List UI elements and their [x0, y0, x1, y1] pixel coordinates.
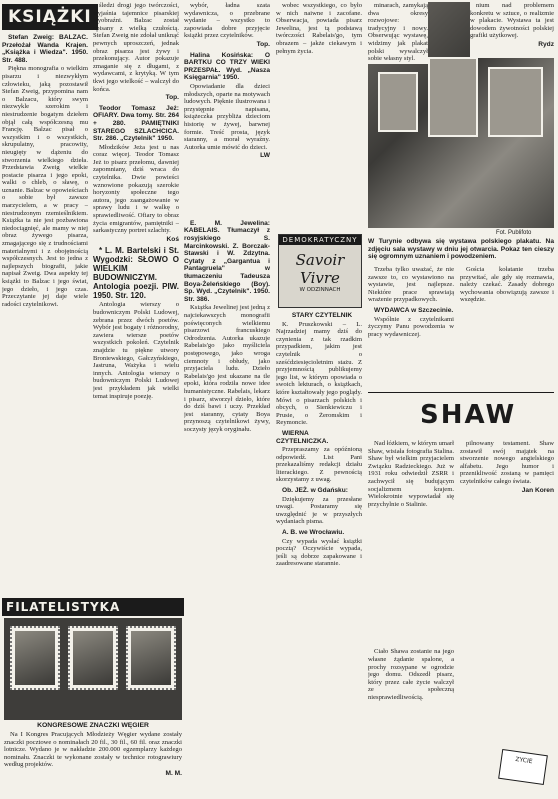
book-heading-jez: Teodor Tomasz Jeż: OFIARY. Dwa tomy. Str. 264 + 280. PAMIĘTNIKI STAREGO SZLACHCICA. Str. 286. „Czytelnik" 1950. [93, 104, 179, 143]
column-2 [93, 2, 179, 596]
book-heading-kosinska: Halina Kosińska: O BARTKU CO TRZY WIEKI PRZESPAŁ. Wyd. „Nasza Księgarnia" 1950. [184, 51, 270, 82]
signature: Koś [166, 235, 179, 243]
shaw-column-2 [460, 440, 554, 740]
divider [368, 392, 554, 393]
column-6-mid [460, 266, 554, 386]
letter-reply: K. Pruszkowski – L. Najrzadziej mamy dziś do czynienia z tak rzadkim przypadkiem, jakim jest czytelnik o sześćdziesięcioletnim stażu. Z przyjemnością publikujemy jego list, w którym opowiada o swoich lekturach, o książkach, które kształtowały jego poglądy. Mówi o pisarzach polskich i obcych, o Sienkiewiczu i Prusie, o Żeromskim i Reymoncie. [276, 320, 362, 427]
poster-subtitle: W ODZINNACH [299, 287, 341, 293]
article-body: minarach, zamykają dwa okresy rozwojowe: tradycyjny i nowy. Obserwując wystawę, widzimy jak plakat polski wywalczył sobie własny styl. [368, 2, 428, 63]
letters-heading: WIERNA CZYTELNICZKA. [276, 429, 329, 445]
poster-top-text: DEMOKRATYCZNY [279, 235, 361, 245]
section-title: KSIĄŻKI [2, 4, 98, 30]
signature: Rydz [538, 40, 554, 48]
column-3 [184, 2, 270, 796]
book-heading-balzac: Stefan Zweig: BALZAC. Przełożał Wanda Krajen. „Książka i Wiedza". 1950. Str. 488. [2, 34, 88, 64]
shaw-title: SHAW [420, 400, 517, 430]
article-body: Młodzików Jeża jest u nas coraz więcej. Teodor Tomasz Jeż to pisarz przełomu, dawniej zapomniany, dziś wraca do czytelnika. Dwie powieści wznowione pokazują szerokie horyzonty społeczne tego autora, jego zaangażowanie w sprawy ludu i w walkę o sprawiedliwość. Ofiary to obraz życia emigrantów, pamiętniki – sarkastyczny portret szlachty. [93, 143, 179, 235]
stamp [68, 626, 118, 690]
article-body: Ciało Shawa zostanie na jego własne żądanie spalone, a prochy rozsypane w ogrodzie jego domu. Odszedł pisarz, który przez całe życie walczył ze społeczną niesprawiedliwością. [368, 648, 454, 701]
filatelistyka-header: FILATELISTYKA [2, 598, 184, 616]
signature: Top. [256, 40, 270, 48]
column-5-top [368, 2, 428, 64]
signature: M. M. [165, 769, 182, 777]
poster-title: Savoir Vivre [295, 251, 345, 287]
article-body: Nad łóżkiem, w którym umarł Shaw, wisiała fotografia Stalina. Shaw był wielkim przyjacielem Związku Radzieckiego. Już w 1931 roku odwiedził ZSRR i zachwycił się budującym socjalizmem krajem. Wielokrotnie wypowiadał się przychylnie o Stalinie. [368, 440, 454, 508]
book-heading-antologia: * L. M. Bartelski i St. Wygodzki: SŁOWO O WIELKIM BUDOWNICZYM. Antologia poezji. PIW. 1950. Str. 120. [93, 246, 179, 301]
article-body: Na I Kongres Pracujących Młodzieży Węgier wydane zostały znaczki pocztowe o nominałach 20 fil., 30 fil., 60 fil. oraz znaczki lotnicze. Wydano je w nakładzie 200.000 egzemplarzy każdego nominału. Znaczki te wykonane zostały w technice rotograwiury według projektów. [4, 731, 182, 769]
photo-caption: W Turynie odbywa się wystawa polskiego plakatu. Na zdjęciu sala wystawy w dniu jej otwarcia. Pokaz ten cieszy się ogromnym uznaniem i powodzeniem. [368, 238, 554, 261]
article-body: nium nad problemem konkretu w sztuce, o realizmie w plakacie. Wystawa ta jest dowodem żywotności polskiej grafiki użytkowej. [470, 2, 554, 40]
signature: Top. [165, 94, 179, 102]
letters-heading: Ob. JEŻ. w Gdańsku: [282, 487, 348, 495]
article-body: śledzi drogi jego twórczości, wyjaśnia tajemnice pisarskiej wyobraźni. Balzac został opisany z wielką czułością. Stefan Zweig nie zdołał uniknąć pewnych uproszczeń, jednak obraz pisarza jest żywy i przekonujący. Autor pokazuje zmaganie się z długami, z wydawcami, z krytyką. W tym tkwi jego wielkość – walczył do końca. [93, 2, 179, 93]
article-body: wobec wszystkiego, co było w nich naiwne i zacofane. Obserwacja, powiada pisarz Jewelina, jest tą podstawą twórczości Rabelais'go, tym obrazem – jakże ciekawym i pełnym życia. [276, 2, 362, 55]
letter-reply: Czy wypada wysłać książki pocztą? Oczywiście wypada, jeśli są dobrze zapakowane i zaadresowane starannie. [276, 537, 362, 568]
signature: LW [260, 152, 270, 160]
letter-reply: Przepraszamy za opóźnioną odpowiedź. List Pani przekazaliśmy redakcji działu literackiego. Z pewnością skorzystamy z uwag. [276, 446, 362, 484]
poster-frame [488, 67, 543, 137]
article-body: Opowiadanie dla dzieci młodszych, oparte na motywach ludowych. Pięknie ilustrowana i przystępnie napisana, książeczka przybliża dzieciom historię w żywej, barwnej formie. Treść prosta, język staranny, a morał wyraźny. Autorka umie mówić do dzieci. [184, 82, 270, 151]
stamp [126, 626, 176, 690]
column-4 [276, 2, 362, 232]
book-heading-jewelina: E. M. Jewelina: KABELAIS. Tłumaczył z rosyjskiego S. Marcinkowski. Z. Borczak-Stawski i W. Zdzytna. Cytaty z „Gargantua i Pantagruela" w tłumaczeniu Tadeusza Boya-Żeleńskiego (Boy). Sp. Wyd. „Czytelnik". 1950. Str. 386. [184, 219, 270, 303]
photo-credit: Fot. Publifoto [496, 230, 532, 236]
article-body: wybór, ładna szata wydawnicza, o przebrane wydanie – wszystko to zapowiada dobre przyjęcie książki przez czytelników. [184, 2, 270, 40]
article-body: pilnowany testament. Shaw zostawił swój majątek na stworzenie nowego angielskiego alfabetu. Jego humor i przenikliwość zostaną w pamięci czytelników całego świata. [460, 440, 554, 485]
article-body: Trzeba tylko uważać, że nie zawsze to, co wystawiono na wystawie, jest najlepsze. Niektóre prace sprawiają wrażenie przypadkowych. [368, 266, 454, 304]
poster-frame [428, 57, 478, 137]
poster-frame [378, 72, 418, 132]
savoir-vivre-poster [278, 234, 362, 308]
article-body: Piękna monografia o wielkim pisarzu i niezwykłym człowieku, jaką pozostawił Stefan Zweig, przypomina nam o Balzacu, który swym niezwykle szerokim i niestrudzenie bogatym dziełem objął całą współczesną mu Francję. Balzac pisał o wszystkim i o wszystkich, skrupulatny, pracowity, nieugięty w dążeniu do stworzenia wielkiego dzieła. Przedstawia Zweig wielkie postacie pisarza i jego epoki, walki o chleb, o sławę, o uznanie. Balzac w opowieściach o sobie był zawsze marzycielem, a w pracy – niestrudzonym rzemieślnikiem. Książka ta nie jest pozbawiona niedociągnięć, ale mamy w niej obraz żywego pisarza, zmagającego się z trudnościami materialnymi i z obojętnością współczesnych. Jest to jedna z najlepszych biografii, jakie napisał Zweig. Dwa aspekty tej książki to Balzac i jego świat, jego dzieło, i jego czas. Przeczytanie jej daje wiele radości czytelnikowi. [2, 65, 88, 308]
letters-heading: STARY CZYTELNIK [291, 312, 353, 319]
letter-reply: Dziękujemy za przesłane uwagi. Postaramy się uwzględnić je w przyszłych wydaniach pisma. [276, 495, 362, 526]
zycie-logo: ZYCIE [498, 749, 548, 785]
column-5-mid [368, 266, 454, 386]
stamps-image [4, 618, 182, 720]
article-body: Antologia wierszy o budowniczym Polski Ludowej, zebrana przez dwóch poetów. Wybór jest bogaty i różnorodny, zawiera wiersze poetów wszystkich pokoleń. Czytelnik znajdzie tu piękne utwory Broniewskiego, Gałczyńskiego, Jastruna, Ważyka i wielu innych. Antologia wierszy o budowniczym Polski Ludowej jest przykładem jak wielki temat inspiruje poezję. [93, 301, 179, 400]
column-6-top [470, 2, 554, 58]
filatelistyka-body [4, 731, 182, 795]
shaw-column-1 [368, 440, 454, 796]
column-4-bottom [276, 312, 362, 796]
letters-heading: A. B. we Wrocławiu. [282, 529, 345, 537]
article-body: Gościa kołatanie trzeba przywitać, ale gdy się rozmawia, należy czekać. Zasady dobrego wychowania obowiązują zawsze i wszędzie. [460, 266, 554, 304]
signature: Jan Koren [521, 486, 554, 494]
column-1 [2, 34, 88, 594]
stamps-caption: KONGRESOWE ZNACZKI WĘGIER [37, 722, 149, 729]
letter-reply: Wspólnie z czytelnikami życzymy Panu powodzenia w pracy wydawniczej. [368, 315, 454, 338]
letters-heading: WYDAWCA w Szczecinie. [374, 306, 454, 314]
article-body: Książka Jewelinej jest jedną z najciekawszych monografii poświęconych wielkiemu pisarzowi francuskiego Odrodzenia. Autorka ukazuje Rabelais'go jako myśliciela postępowego, jako wroga ciemnoty i obłudy, jako przyjaciela ludu. Dzieło Rabelais'go jest ukazane na tle epoki, która rodziła nowe idee humanistyczne. Rabelais, lekarz i pisarz, stworzył dzieło, które do dziś bawi i uczy. Przekład jest staranny, cytaty Boya przynoszą czytelnikowi żywy, soczysty język oryginału. [184, 304, 270, 433]
stamp [10, 626, 60, 690]
